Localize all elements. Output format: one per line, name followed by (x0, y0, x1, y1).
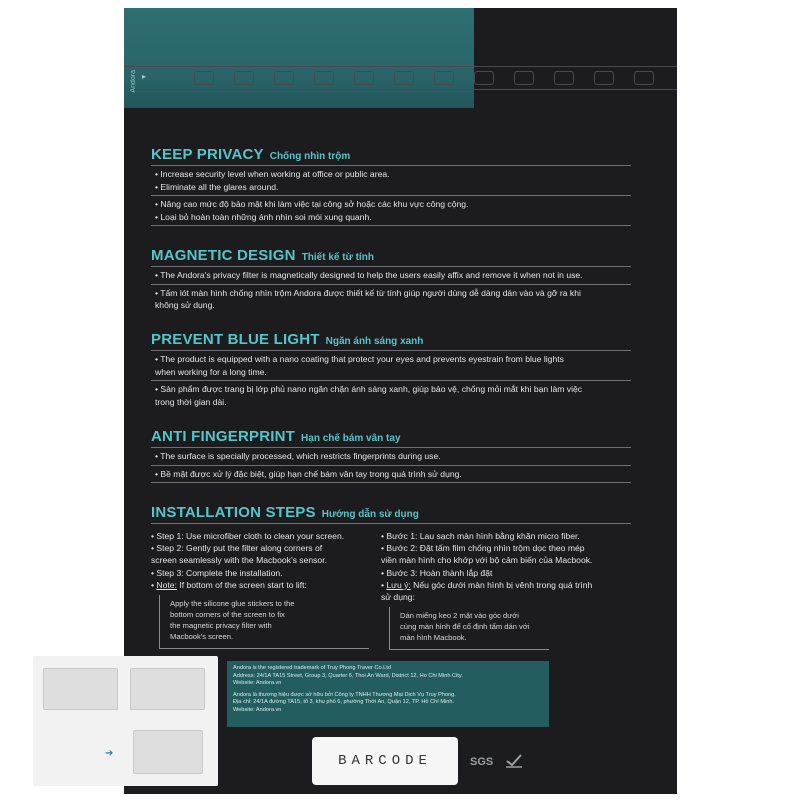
step-line: • Step 3: Complete the installation. (151, 567, 283, 578)
installation-photos (33, 656, 218, 786)
en-line: • The product is equipped with a nano coating that protect your eyes and prevents eyestrain from blue lights (155, 354, 564, 364)
note-box-line: màn hình Macbook. (400, 633, 467, 643)
section-title: PREVENT BLUE LIGHT (151, 331, 320, 348)
section-subtitle: Hướng dẫn sử dụng (321, 509, 419, 520)
step-line: • Step 1: Use microfiber cloth to clean your screen. (151, 531, 345, 541)
note-box-line: cùng màn hình để cố định tấm dán với (400, 622, 530, 632)
photo-laptop (133, 730, 203, 774)
legal-line: Website: Andora.vn (233, 706, 282, 713)
note-label: Lưu ý: (386, 579, 411, 590)
note-box-line: Dán miếng keo 2 mặt vào góc dưới (400, 611, 519, 621)
en-line: • Increase security level when working at office or public area. (155, 169, 390, 179)
teal-header-tab (124, 8, 474, 108)
photo-applying (130, 668, 205, 710)
en-line: when working for a long time. (155, 366, 267, 377)
step-line: • Bước 3: Hoàn thành lắp đặt (381, 567, 493, 578)
legal-line: Website: Andora.vn (233, 680, 282, 687)
photo-cleaning (43, 668, 118, 710)
barcode-label: BARCODE (312, 737, 458, 785)
section-title: MAGNETIC DESIGN (151, 247, 296, 264)
section-subtitle: Hạn chế bám vân tay (301, 433, 401, 444)
check-icon (505, 752, 523, 768)
step-line: viền màn hình cho khớp với bộ cảm biến của Macbook. (381, 555, 593, 566)
step-line: • Bước 2: Đặt tấm film chống nhìn trộm dọc theo mép (381, 543, 585, 554)
note-line: • Note: If bottom of the screen start to lift: (151, 579, 307, 590)
step-line: • Step 2: Gently put the filter along corners of (151, 543, 323, 554)
step-line: screen seamlessly with the Macbook's sensor. (151, 555, 327, 566)
note-box-en (159, 595, 369, 649)
section-subtitle: Ngăn ánh sáng xanh (325, 336, 424, 347)
legal-line: Địa chỉ: 24/1A đường TA15, tổ 3, khu phố 6, phường Thới An, Quận 12, TP. Hồ Chí Minh. (233, 699, 455, 706)
section-anti-fingerprint (151, 428, 651, 485)
vi-line: không sử dụng. (155, 300, 215, 310)
legal-line: Address: 24/1A TA15 Street, Group 3, Quarter 6, Thoi An Ward, District 12, Ho Chi Minh City. (233, 672, 463, 679)
vi-line: • Sản phẩm được trang bị lớp phủ nano ngăn chặn ánh sáng xanh, giúp bảo vệ, chống mỏi mắt khi bạn làm việc (155, 384, 583, 394)
note-line: • Lưu ý: Nếu góc dưới màn hình bị vênh trong quá trình (381, 579, 593, 590)
note-label: Note: (156, 579, 177, 590)
section-prevent-blue-light (151, 331, 651, 408)
tab-arrow-icon: ▸ (142, 72, 147, 81)
note-line: sử dụng: (381, 592, 415, 603)
tab-strip (124, 66, 677, 90)
photo-stickers (43, 731, 98, 771)
legal-line: Andora là thương hiệu được sở hữu bởi Công ty TNHH Thương Mại Dịch Vụ Truy Phong. (233, 691, 456, 698)
en-line: • The surface is specially processed, which restricts fingerprints during use. (155, 451, 441, 461)
note-box-line: bottom corners of the screen to fix (170, 610, 285, 620)
section-subtitle: Thiết kế từ tính (301, 252, 374, 263)
legal-info-box (227, 661, 549, 727)
vi-line: trong thời gian dài. (155, 396, 227, 407)
note-box-line: Macbook's screen. (170, 632, 234, 642)
en-line: • Eliminate all the glares around. (155, 181, 279, 192)
section-subtitle: Chống nhìn trộm (269, 151, 351, 162)
sgs-mark: SGS (470, 756, 494, 768)
section-title: INSTALLATION STEPS (151, 504, 316, 521)
steps-en (151, 530, 381, 649)
step-line: • Bước 1: Lau sạch màn hình bằng khăn micro fiber. (381, 531, 580, 541)
arrow-right-icon: ➔ (105, 748, 114, 759)
vi-line: • Nâng cao mức độ bảo mật khi làm việc tại công sở hoặc các khu vực công cộng. (155, 199, 469, 209)
note-box-line: Apply the silicone glue stickers to the (170, 599, 295, 609)
steps-vi (381, 530, 651, 650)
note-box-vi (389, 607, 549, 650)
vi-line: • Bề mặt được xử lý đặc biệt, giúp hạn chế bám vân tay trong quá trình sử dụng. (155, 468, 462, 479)
section-title: KEEP PRIVACY (151, 146, 264, 163)
vi-line: • Loại bỏ hoàn toàn những ánh nhìn soi mói xung quanh. (155, 211, 372, 222)
note-text: Nếu góc dưới màn hình bị vênh trong quá trình (410, 579, 593, 590)
tab-brand-label: Andora (130, 70, 137, 93)
section-magnetic-design (151, 247, 651, 312)
vi-line: • Tấm lót màn hình chống nhìn trộm Andora được thiết kế từ tính giúp người dùng dễ dàng dán vào và gỡ ra khi (155, 287, 581, 298)
section-title: ANTI FINGERPRINT (151, 428, 296, 445)
legal-line: Andora is the registered trademark of Truy Phong Traver Co.Ltd (233, 665, 391, 671)
note-box-line: the magnetic privacy filter with (170, 621, 272, 631)
en-line: • The Andora's privacy filter is magnetically designed to help the users easily affix and remove it when not in use. (155, 270, 583, 280)
note-text: If bottom of the screen start to lift: (176, 579, 307, 590)
section-installation (151, 504, 651, 526)
section-keep-privacy (151, 146, 651, 228)
